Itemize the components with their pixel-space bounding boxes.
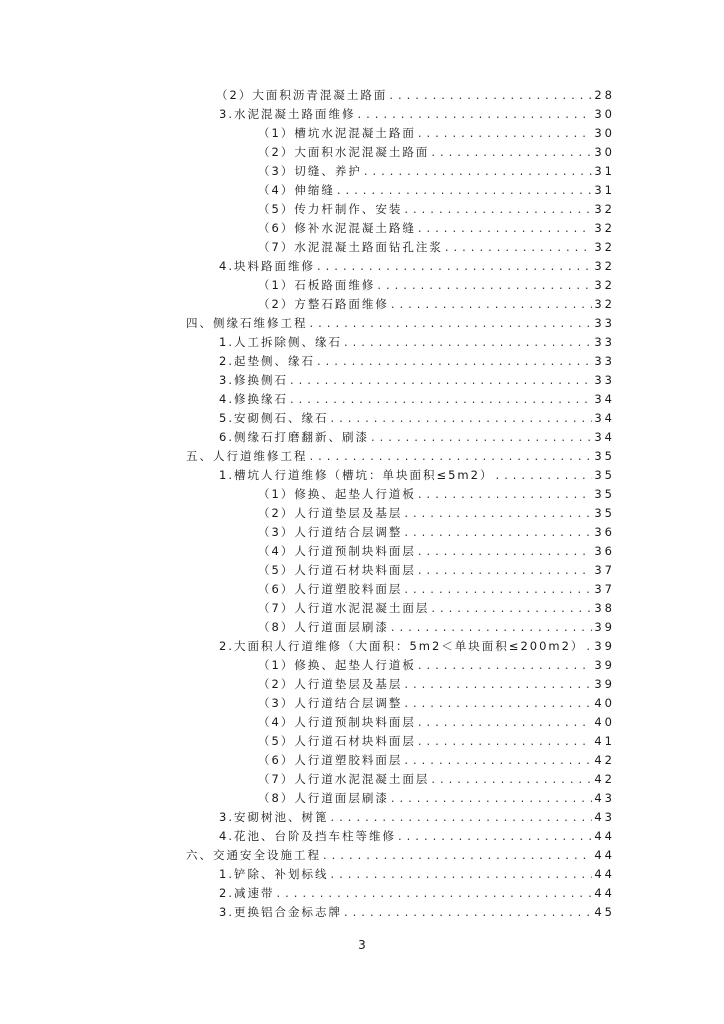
toc-leader-dots	[418, 734, 593, 748]
toc-entry-title: 3.修换侧石	[219, 372, 288, 387]
toc-leader-dots	[377, 278, 592, 292]
toc-entry[interactable]	[219, 636, 615, 655]
toc-leader-dots	[404, 582, 592, 596]
toc-entry[interactable]	[258, 180, 615, 199]
toc-leader-dots	[337, 183, 593, 197]
toc-leader-dots	[418, 126, 593, 140]
toc-leader-dots	[418, 221, 593, 235]
toc-entry-title: 四、侧缘石维修工程	[186, 315, 308, 330]
toc-entry-title: （7）人行道水泥混凝土面层	[258, 600, 430, 615]
toc-leader-dots	[310, 449, 593, 463]
toc-entry-title: （2）方整石路面维修	[258, 296, 389, 311]
toc-entry-page: 31	[594, 163, 615, 178]
toc-leader-dots	[404, 202, 592, 216]
toc-entry-page: 32	[594, 277, 615, 292]
toc-entry[interactable]	[219, 826, 615, 845]
toc-leader-dots	[290, 373, 592, 387]
toc-entry[interactable]	[219, 902, 615, 921]
toc-leader-dots	[344, 905, 592, 919]
toc-entry[interactable]	[258, 598, 615, 617]
toc-entry[interactable]	[219, 351, 615, 370]
toc-leader-dots	[404, 525, 592, 539]
toc-entry-title: （1）槽坑水泥混凝土路面	[258, 125, 416, 140]
toc-entry-page: 41	[594, 733, 615, 748]
toc-entry-page: 34	[594, 429, 615, 444]
toc-entry-title: 4.块料路面维修	[219, 258, 315, 273]
toc-entry-title: （3）切缝、养护	[258, 163, 362, 178]
toc-entry-page: 44	[594, 828, 615, 843]
toc-entry-title: （1）修换、起垫人行道板	[258, 486, 416, 501]
toc-entry[interactable]	[258, 142, 615, 161]
toc-entry-page: 44	[594, 885, 615, 900]
toc-entry-title: 3.水泥混凝土路面维修	[219, 106, 356, 121]
toc-leader-dots	[391, 620, 593, 634]
toc-entry-page: 37	[594, 581, 615, 596]
toc-leader-dots	[404, 696, 592, 710]
toc-entry[interactable]	[258, 617, 615, 636]
toc-leader-dots	[431, 601, 592, 615]
toc-entry[interactable]	[258, 712, 615, 731]
toc-entry-title: （7）水泥混凝土路面钻孔注浆	[258, 239, 443, 254]
toc-entry-page: 30	[594, 125, 615, 140]
toc-leader-dots	[290, 392, 592, 406]
toc-entry[interactable]	[216, 85, 615, 104]
toc-leader-dots	[418, 544, 593, 558]
toc-entry-title: （5）人行道石材块料面层	[258, 733, 416, 748]
toc-entry-title: （8）人行道面层刷漆	[258, 790, 389, 805]
toc-entry-title: 5.安砌侧石、缘石	[219, 410, 329, 425]
toc-entry-page: 33	[594, 315, 615, 330]
toc-entry[interactable]	[258, 484, 615, 503]
toc-entry[interactable]	[219, 807, 615, 826]
toc-entry[interactable]	[186, 313, 615, 332]
toc-entry-title: 2.大面积人行道维修（大面积：5m2＜单块面积≤200m2）	[219, 638, 585, 653]
toc-entry-page: 45	[594, 904, 615, 919]
toc-leader-dots	[371, 430, 592, 444]
toc-entry-title: （8）人行道面层刷漆	[258, 619, 389, 634]
toc-leader-dots	[431, 145, 592, 159]
toc-entry-title: （4）人行道预制块料面层	[258, 714, 416, 729]
toc-entry-title: （3）人行道结合层调整	[258, 524, 403, 539]
toc-entry[interactable]	[258, 560, 615, 579]
toc-entry-page: 32	[594, 201, 615, 216]
toc-leader-dots	[330, 867, 592, 881]
toc-entry-page: 36	[594, 524, 615, 539]
toc-entry-title: （2）人行道垫层及基层	[258, 505, 403, 520]
toc-entry[interactable]	[258, 522, 615, 541]
toc-entry[interactable]	[186, 446, 615, 465]
toc-entry-title: （6）人行道塑胶料面层	[258, 752, 403, 767]
toc-entry[interactable]	[219, 408, 615, 427]
toc-entry-title: （2）人行道垫层及基层	[258, 676, 403, 691]
toc-entry-page: 32	[594, 296, 615, 311]
toc-entry[interactable]	[186, 845, 615, 864]
toc-entry[interactable]	[219, 332, 615, 351]
toc-entry-page: 32	[594, 239, 615, 254]
toc-leader-dots	[404, 506, 592, 520]
toc-entry-title: 3.更换铝合金标志牌	[219, 904, 342, 919]
toc-leader-dots	[391, 297, 593, 311]
toc-entry-title: （4）人行道预制块料面层	[258, 543, 416, 558]
toc-entry[interactable]	[258, 655, 615, 674]
toc-leader-dots	[418, 487, 593, 501]
toc-leader-dots	[317, 259, 592, 273]
toc-entry-page: 33	[594, 353, 615, 368]
toc-leader-dots	[357, 107, 592, 121]
toc-entry[interactable]	[258, 503, 615, 522]
toc-entry-title: 五、人行道维修工程	[186, 448, 308, 463]
toc-entry-title: （2）大面积水泥混凝土路面	[258, 144, 430, 159]
toc-leader-dots	[276, 886, 592, 900]
toc-entry[interactable]	[258, 750, 615, 769]
toc-entry-page: 37	[594, 562, 615, 577]
toc-entry-title: （5）传力杆制作、安装	[258, 201, 403, 216]
toc-entry-page: 35	[594, 448, 615, 463]
toc-leader-dots	[495, 468, 592, 482]
toc-leader-dots	[418, 563, 593, 577]
toc-entry[interactable]	[258, 199, 615, 218]
toc-entry[interactable]	[258, 161, 615, 180]
toc-entry-title: 1.槽坑人行道维修（槽坑：单块面积≤5m2）	[219, 467, 494, 482]
toc-entry-page: 32	[594, 220, 615, 235]
toc-leader-dots	[431, 772, 592, 786]
toc-entry-title: 2.减速带	[219, 885, 275, 900]
toc-entry-title: 3.安砌树池、树篦	[219, 809, 329, 824]
toc-entry-page: 30	[594, 106, 615, 121]
toc-entry-title: 4.修换缘石	[219, 391, 288, 406]
toc-entry-page: 35	[594, 486, 615, 501]
toc-entry[interactable]	[258, 275, 615, 294]
toc-entry[interactable]	[258, 541, 615, 560]
toc-entry-page: 33	[594, 334, 615, 349]
toc-entry-title: （5）人行道石材块料面层	[258, 562, 416, 577]
toc-entry-page: 39	[594, 657, 615, 672]
toc-entry[interactable]	[258, 674, 615, 693]
toc-entry-title: （3）人行道结合层调整	[258, 695, 403, 710]
toc-leader-dots	[586, 639, 592, 653]
toc-entry[interactable]	[219, 427, 615, 446]
toc-entry-title: 1.人工拆除侧、缘石	[219, 334, 342, 349]
toc-entry[interactable]	[219, 104, 615, 123]
toc-entry[interactable]	[219, 256, 615, 275]
toc-leader-dots	[418, 658, 593, 672]
toc-leader-dots	[418, 715, 593, 729]
toc-leader-dots	[344, 335, 592, 349]
toc-entry[interactable]	[258, 788, 615, 807]
toc-entry-page: 42	[594, 752, 615, 767]
toc-entry-page: 44	[594, 847, 615, 862]
toc-leader-dots	[364, 164, 593, 178]
toc-entry[interactable]	[258, 123, 615, 142]
toc-leader-dots	[323, 848, 592, 862]
toc-leader-dots	[398, 829, 592, 843]
toc-entry[interactable]	[258, 237, 615, 256]
toc-entry[interactable]	[219, 370, 615, 389]
toc-entry[interactable]	[258, 579, 615, 598]
toc-entry[interactable]	[258, 731, 615, 750]
toc-entry-page: 43	[594, 809, 615, 824]
toc-entry-page: 36	[594, 543, 615, 558]
toc-entry-title: （2）大面积沥青混凝土路面	[216, 87, 388, 102]
toc-leader-dots	[317, 354, 592, 368]
toc-entry[interactable]	[258, 693, 615, 712]
toc-entry-title: （1）石板路面维修	[258, 277, 376, 292]
toc-entry[interactable]	[219, 883, 615, 902]
toc-entry-page: 39	[594, 676, 615, 691]
toc-entry[interactable]	[258, 294, 615, 313]
toc-leader-dots	[404, 753, 592, 767]
toc-leader-dots	[330, 411, 592, 425]
toc-leader-dots	[445, 240, 593, 254]
toc-entry-page: 39	[594, 638, 615, 653]
toc-entry[interactable]	[219, 389, 615, 408]
toc-entry-title: 2.起垫侧、缘石	[219, 353, 315, 368]
toc-entry-page: 43	[594, 790, 615, 805]
toc-entry-title: 六、交通安全设施工程	[186, 847, 321, 862]
toc-entry-page: 40	[594, 714, 615, 729]
toc-entry-page: 31	[594, 182, 615, 197]
toc-entry[interactable]	[258, 769, 615, 788]
toc-entry-page: 28	[594, 87, 615, 102]
toc-entry-title: 4.花池、台阶及挡车柱等维修	[219, 828, 396, 843]
toc-entry-page: 34	[594, 410, 615, 425]
toc-entry-page: 32	[594, 258, 615, 273]
toc-entry-page: 35	[594, 467, 615, 482]
toc-entry-title: （6）人行道塑胶料面层	[258, 581, 403, 596]
toc-entry[interactable]	[219, 864, 615, 883]
toc-entry-title: （6）修补水泥混凝土路缝	[258, 220, 416, 235]
toc-entry-page: 40	[594, 695, 615, 710]
toc-entry-page: 35	[594, 505, 615, 520]
toc-entry-title: （1）修换、起垫人行道板	[258, 657, 416, 672]
toc-entry-title: 1.铲除、补划标线	[219, 866, 329, 881]
toc-leader-dots	[404, 677, 592, 691]
toc-leader-dots	[391, 791, 593, 805]
toc-entry-page: 33	[594, 372, 615, 387]
toc-entry-page: 44	[594, 866, 615, 881]
toc-leader-dots	[330, 810, 592, 824]
toc-entry-page: 38	[594, 600, 615, 615]
toc-leader-dots	[389, 88, 592, 102]
page-number: 3	[358, 938, 366, 952]
toc-leader-dots	[310, 316, 593, 330]
toc-entry-page: 39	[594, 619, 615, 634]
toc-entry[interactable]	[219, 465, 615, 484]
toc-entry-page: 42	[594, 771, 615, 786]
toc-entry-page: 30	[594, 144, 615, 159]
toc-entry-title: 6.侧缘石打磨翻新、刷漆	[219, 429, 369, 444]
toc-entry-page: 34	[594, 391, 615, 406]
toc-entry-title: （7）人行道水泥混凝土面层	[258, 771, 430, 786]
toc-entry[interactable]	[258, 218, 615, 237]
toc-entry-title: （4）伸缩缝	[258, 182, 335, 197]
